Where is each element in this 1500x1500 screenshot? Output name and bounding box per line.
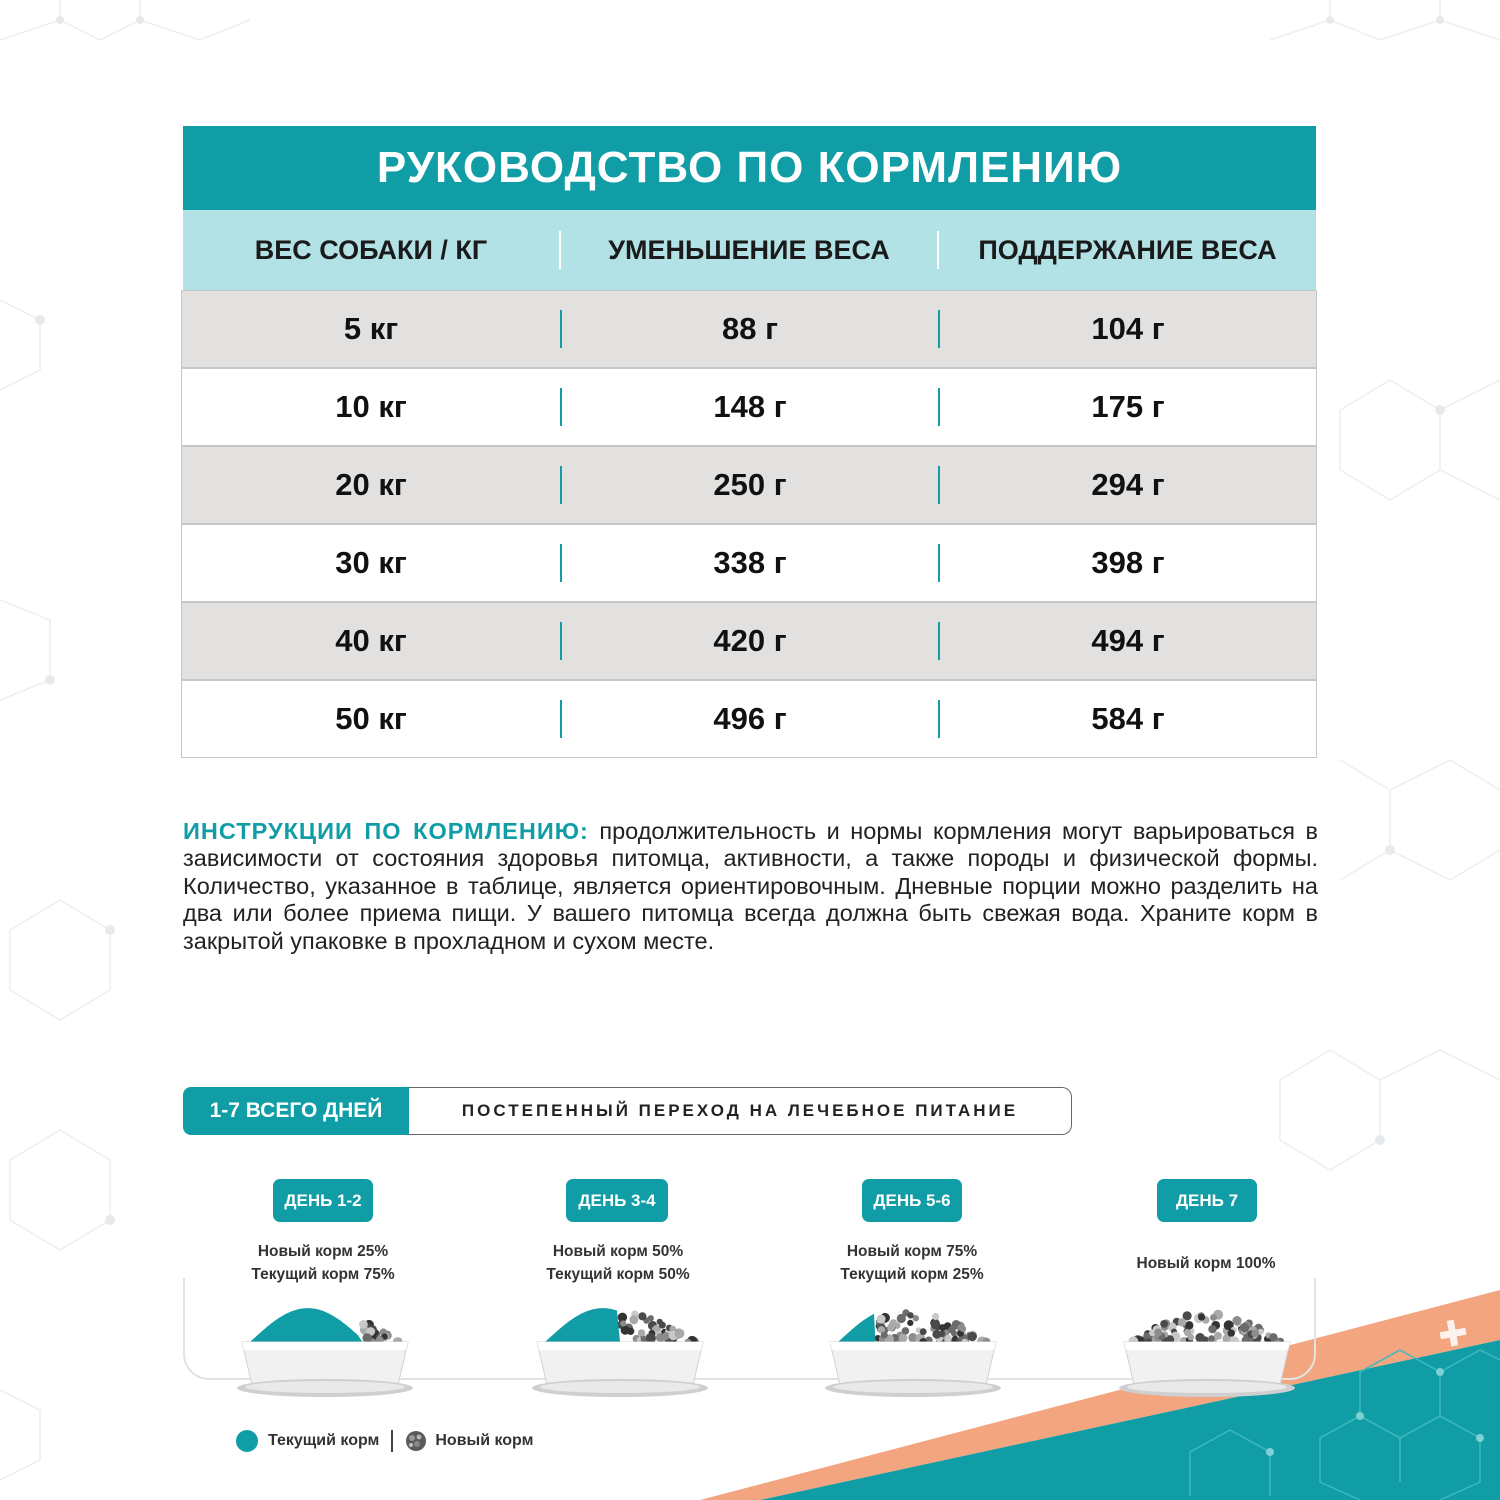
kibble-icon — [405, 1430, 427, 1452]
kibble-piece — [1214, 1332, 1222, 1340]
day-current-share: Текущий корм 25% — [840, 1266, 984, 1283]
current-food-mound — [250, 1308, 363, 1342]
kibble-piece — [1269, 1333, 1277, 1341]
day-badge: ДЕНЬ 7 — [1157, 1179, 1257, 1222]
current-food-mound — [545, 1308, 620, 1342]
kibble-piece — [629, 1315, 638, 1324]
day-current-share: Текущий корм 75% — [251, 1266, 395, 1283]
instructions-text: продолжительность и нормы кормления могут варьироваться в зависимости от состояния здоровья питомца, активности, а также породы и физической формы. Количество, указанное в таблице, является ориентировочным. Дневные порции можно разделить на два или более приема пищи. У вашего питомца всегда должна быть свежая вода. Храните корм в закрытой упаковке в прохладном и сухом месте. — [183, 818, 1318, 954]
table-row — [181, 524, 1317, 602]
cell-weight-loss: 148 г — [713, 389, 787, 424]
kibble-piece — [1185, 1321, 1193, 1329]
header-weight: ВЕС СОБАКИ / КГ — [254, 234, 488, 265]
table-header — [183, 210, 1316, 290]
table-row — [181, 368, 1317, 446]
kibble-piece — [1178, 1318, 1186, 1326]
kibble-piece — [899, 1334, 907, 1342]
kibble-piece — [1251, 1330, 1259, 1338]
kibble-piece — [362, 1333, 372, 1343]
day-badge: ДЕНЬ 3-4 — [566, 1179, 668, 1222]
legend-divider — [391, 1430, 393, 1452]
day-current-share: Текущий корм 50% — [546, 1266, 690, 1283]
kibble-piece — [877, 1315, 886, 1324]
kibble-piece — [920, 1328, 927, 1335]
cell-weight: 50 кг — [335, 701, 407, 736]
page-title: РУКОВОДСТВО ПО КОРМЛЕНИЮ — [183, 126, 1316, 210]
kibble-piece — [887, 1323, 895, 1331]
day-mix-text — [1076, 1252, 1336, 1275]
kibble-piece — [627, 1328, 634, 1335]
cell-weight-loss: 338 г — [713, 545, 787, 580]
kibble-piece — [931, 1320, 941, 1330]
food-bowl-icon — [525, 1290, 715, 1405]
kibble-piece — [638, 1312, 646, 1320]
day-mix-text — [193, 1240, 453, 1286]
cell-weight: 30 кг — [335, 545, 407, 580]
kibble-piece — [1232, 1316, 1241, 1325]
cell-maintenance: 294 г — [1091, 467, 1165, 502]
kibble-piece — [1154, 1329, 1162, 1337]
cell-maintenance: 584 г — [1091, 701, 1165, 736]
legend-current: Текущий корм — [268, 1432, 380, 1449]
day-new-share: Новый корм 75% — [846, 1243, 978, 1260]
kibble-piece — [907, 1312, 913, 1318]
kibble-piece — [662, 1332, 670, 1340]
kibble-piece — [968, 1332, 977, 1341]
kibble-piece — [1240, 1323, 1249, 1332]
cell-weight: 40 кг — [335, 623, 407, 658]
food-bowl-icon — [818, 1290, 1008, 1405]
transition-label: ПОСТЕПЕННЫЙ ПЕРЕХОД НА ЛЕЧЕБНОЕ ПИТАНИЕ — [409, 1087, 1072, 1135]
kibble-piece — [657, 1319, 663, 1325]
kibble-piece — [1198, 1314, 1205, 1321]
cell-maintenance: 398 г — [1091, 545, 1165, 580]
cell-weight-loss: 88 г — [721, 311, 778, 346]
cell-weight: 20 кг — [335, 467, 407, 502]
current-food-dot-icon — [236, 1430, 258, 1452]
day-new-share: Новый корм 25% — [257, 1243, 389, 1260]
kibble-piece — [1160, 1320, 1168, 1328]
day-new-share: Новый корм 50% — [552, 1243, 684, 1260]
cell-weight: 5 кг — [343, 311, 399, 346]
kibble-piece — [1188, 1334, 1195, 1341]
kibble — [875, 1309, 991, 1346]
kibble-piece — [945, 1335, 952, 1342]
cell-weight-loss: 250 г — [713, 467, 787, 502]
cell-weight-loss: 496 г — [713, 701, 787, 736]
kibble-piece — [932, 1313, 939, 1320]
instructions-lead: ИНСТРУКЦИИ ПО КОРМЛЕНИЮ: — [183, 818, 589, 844]
day-new-share: Новый корм 100% — [1136, 1255, 1276, 1272]
kibble-piece — [1208, 1325, 1216, 1333]
kibble-piece — [907, 1320, 913, 1326]
kibble-piece — [1208, 1335, 1215, 1342]
header-weight-loss: УМЕНЬШЕНИЕ ВЕСА — [608, 234, 890, 265]
legend — [236, 1428, 533, 1454]
cell-maintenance: 494 г — [1091, 623, 1165, 658]
cell-maintenance: 104 г — [1091, 311, 1165, 346]
day-mix-text — [488, 1240, 748, 1286]
table-row — [181, 290, 1317, 368]
day-mix-text — [782, 1240, 1042, 1286]
transition-days-tab: 1-7 ВСЕГО ДНЕЙ — [183, 1087, 409, 1135]
kibble-piece — [939, 1324, 946, 1331]
kibble-piece — [620, 1320, 626, 1326]
kibble-piece — [1228, 1329, 1235, 1336]
feeding-instructions — [183, 818, 1318, 955]
kibble-piece — [675, 1329, 685, 1339]
table-row — [181, 446, 1317, 524]
legend-new: Новый корм — [435, 1432, 534, 1449]
day-badge: ДЕНЬ 1-2 — [273, 1179, 373, 1222]
kibble-piece — [1210, 1314, 1217, 1321]
kibble-piece — [897, 1314, 906, 1323]
table-row — [181, 680, 1317, 758]
cell-weight: 10 кг — [335, 389, 407, 424]
kibble-piece — [960, 1326, 966, 1332]
cell-weight-loss: 420 г — [713, 623, 787, 658]
kibble-piece — [881, 1332, 888, 1339]
header-weight-maintenance: ПОДДЕРЖАНИЕ ВЕСА — [978, 234, 1277, 265]
food-bowl-icon — [230, 1290, 420, 1405]
day-badge: ДЕНЬ 5-6 — [862, 1179, 962, 1222]
table-row — [181, 602, 1317, 680]
food-bowl-icon — [1112, 1290, 1302, 1405]
kibble — [1129, 1310, 1285, 1346]
kibble-piece — [359, 1320, 368, 1329]
kibble-piece — [939, 1331, 946, 1338]
cell-maintenance: 175 г — [1091, 389, 1165, 424]
current-food-mound — [838, 1314, 876, 1342]
kibble-piece — [638, 1329, 645, 1336]
